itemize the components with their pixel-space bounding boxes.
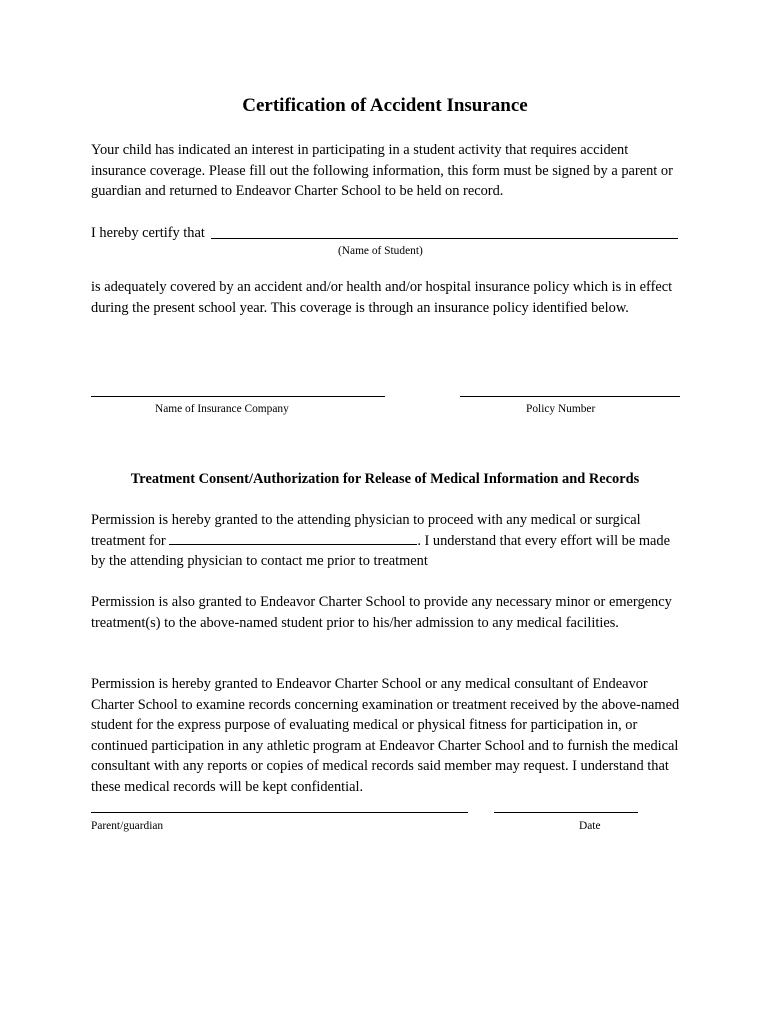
student-name-field[interactable] bbox=[211, 238, 678, 239]
certify-prefix: I hereby certify that bbox=[91, 225, 205, 241]
parent-signature-field[interactable] bbox=[91, 812, 468, 813]
policy-number-caption: Policy Number bbox=[526, 403, 596, 415]
coverage-paragraph: is adequately covered by an accident and/or health and/or hospital insurance policy which is in effect during the present school year. This coverage is through an insurance policy identified below. bbox=[91, 279, 673, 316]
date-field[interactable] bbox=[494, 812, 638, 813]
certify-line bbox=[91, 223, 691, 244]
permission1-prefix: Permission is hereby granted to the attending physician to proceed with any medical or surgical treatment for bbox=[91, 512, 641, 549]
insurance-company-field[interactable] bbox=[91, 396, 385, 397]
parent-caption: Parent/guardian bbox=[91, 820, 164, 832]
page-title: Certification of Accident Insurance bbox=[242, 95, 528, 116]
intro-paragraph: Your child has indicated an interest in participating in a student activity that requires accident insurance coverage. Please fill out the following information, this form must be signed by a parent or guardian and returned to Endeavor Charter School to be held on record. bbox=[91, 142, 673, 200]
student-name-caption: (Name of Student) bbox=[338, 245, 423, 257]
treatment-heading: Treatment Consent/Authorization for Release of Medical Information and Records bbox=[130, 471, 640, 487]
permission-paragraph-1 bbox=[91, 510, 686, 572]
date-caption: Date bbox=[579, 820, 601, 832]
policy-number-field[interactable] bbox=[460, 396, 680, 397]
insurance-company-caption: Name of Insurance Company bbox=[155, 403, 289, 415]
treatment-student-field[interactable] bbox=[169, 532, 417, 545]
permission-paragraph-3: Permission is hereby granted to Endeavor Charter School or any medical consultant of Endeavor Charter School to examine records concerning examination or treatment received by the above-named student for the express purpose of evaluating medical or physical fitness for participation in, or continued participation in any athletic program at Endeavor Charter School and to furnish the medical consultant with any reports or copies of medical records said member may request. I understand that these medical records will be kept confidential. bbox=[91, 676, 680, 795]
permission-paragraph-2: Permission is also granted to Endeavor Charter School to provide any necessary minor or emergency treatment(s) to the above-named student prior to his/her admission to any medical facilities. bbox=[91, 594, 672, 631]
permission1-suffix: . I understand that every effort will be made by the attending physician to contact me prior to treatment bbox=[91, 532, 671, 570]
